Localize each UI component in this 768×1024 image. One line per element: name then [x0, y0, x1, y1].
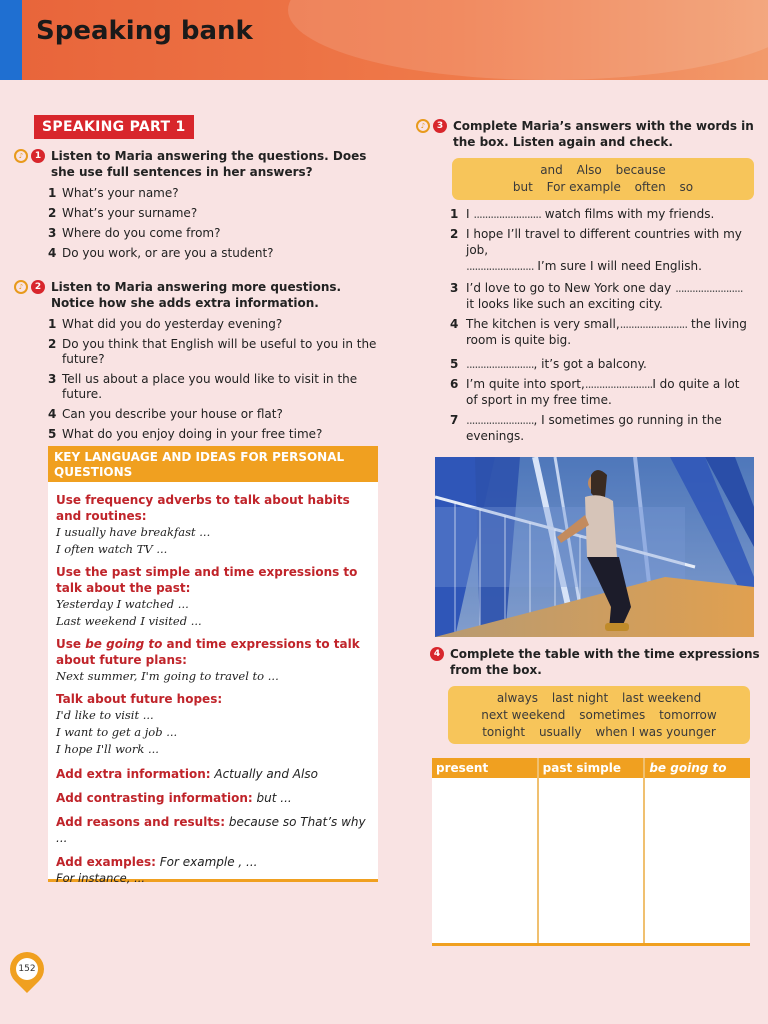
word-box-row: [448, 707, 750, 724]
exercise-instruction: Listen to Maria answering the questions. Does she use full sentences in her answers?: [51, 149, 367, 179]
word-box-word: next weekend: [481, 708, 566, 722]
word-box-word: and: [540, 163, 563, 177]
exercise-instruction: Complete Maria’s answers with the words in the box. Listen again and check.: [453, 119, 754, 149]
table-header: be going to: [645, 758, 750, 778]
list-item: 2 I hope I’ll travel to different countries with my job, ........................ I’m sure I will need English.: [450, 227, 742, 273]
word-box: [448, 686, 750, 744]
answer-blank[interactable]: ........................: [466, 357, 534, 371]
question-list: [48, 317, 384, 442]
list-item: 2 Do you think that English will be useful to you in the future?: [48, 337, 377, 366]
word-box-word: last weekend: [622, 691, 702, 705]
exercise-2: [14, 279, 384, 447]
audio-icon[interactable]: ♪: [416, 119, 430, 133]
list-item: 1 What’s your name?: [48, 186, 179, 200]
photo-runner-stretching: [435, 457, 754, 637]
key-language-example: For instance, ...: [56, 871, 146, 885]
answer-list: [450, 206, 750, 448]
list-item: 4 The kitchen is very small,........................ the living room is quite big.: [450, 317, 747, 347]
word-box-row: [452, 179, 754, 196]
word-box-word: sometimes: [579, 708, 646, 722]
answer-blank[interactable]: ........................: [584, 377, 653, 391]
word-box-row: [452, 162, 754, 179]
list-item: 5 ........................, it’s got a balcony.: [450, 357, 647, 371]
key-language-line: Add extra information: Actually and Also: [56, 767, 318, 781]
key-language-title: Use the past simple and time expressions to talk about the past:: [56, 565, 358, 595]
list-item: 3 Tell us about a place you would like to visit in the future.: [48, 372, 358, 401]
list-item: 4 Can you describe your house or flat?: [48, 407, 283, 421]
answer-blank[interactable]: ........................: [675, 281, 743, 295]
page-number-marker: [3, 945, 51, 993]
word-box-word: so: [679, 180, 694, 194]
list-item: 4 Do you work, or are you a student?: [48, 246, 274, 260]
key-language-title: Talk about future hopes:: [56, 692, 223, 706]
answer-blank[interactable]: ........................: [473, 207, 541, 221]
list-item: 1 What did you do yesterday evening?: [48, 317, 283, 331]
list-item: 7 ........................, I sometimes go running in the evenings.: [450, 413, 722, 443]
audio-icon[interactable]: ♪: [14, 149, 28, 163]
exercise-number-badge: 4: [430, 647, 444, 661]
word-box-row: [448, 690, 750, 707]
list-item: 6 I’m quite into sport,........................I do quite a lot of sport in my free time.: [450, 377, 740, 407]
list-item: 2 What’s your surname?: [48, 206, 198, 220]
word-box-row: [448, 724, 750, 741]
answer-blank[interactable]: ........................: [466, 259, 534, 273]
exercise-number-badge: 3: [433, 119, 447, 133]
key-language-title: Use frequency adverbs to talk about habits and routines:: [56, 493, 350, 523]
time-expressions-table: [432, 758, 750, 946]
question-list: [48, 186, 384, 261]
exercise-1: [14, 148, 384, 266]
table-header: past simple: [539, 758, 644, 778]
banner-curve: [288, 0, 768, 80]
header-banner: [0, 0, 768, 80]
table-column[interactable]: [539, 758, 646, 943]
word-box-word: usually: [538, 725, 582, 739]
answer-blank[interactable]: ........................: [466, 413, 534, 427]
exercise-number-badge: 1: [31, 149, 45, 163]
audio-icon[interactable]: ♪: [14, 280, 28, 294]
banner-blue-stripe: [0, 0, 22, 80]
word-box-word: often: [634, 180, 666, 194]
key-language-example: I'd like to visit ...: [56, 708, 154, 722]
key-language-example: I often watch TV ...: [56, 542, 168, 556]
word-box-word: tonight: [482, 725, 526, 739]
word-box: [452, 158, 754, 200]
key-language-example: Last weekend I visited ...: [56, 614, 202, 628]
word-box-word: because: [615, 163, 666, 177]
list-item: 1 I ........................ watch films with my friends.: [450, 207, 715, 221]
page-number: 152: [16, 958, 38, 980]
word-box-word: last night: [551, 691, 609, 705]
key-language-title: Use be going to and time expressions to talk about future plans:: [56, 637, 360, 667]
word-box-word: Also: [576, 163, 602, 177]
key-language-line: Add contrasting information: but ...: [56, 791, 292, 805]
list-item: 5 What do you enjoy doing in your free time?: [48, 427, 323, 441]
exercise-number-badge: 2: [31, 280, 45, 294]
word-box-word: but: [512, 180, 533, 194]
key-language-example: Yesterday I watched ...: [56, 597, 189, 611]
section-label: SPEAKING PART 1: [34, 115, 194, 139]
key-language-example: I want to get a job ...: [56, 725, 178, 739]
word-box-word: when I was younger: [595, 725, 716, 739]
exercise-4: [430, 646, 760, 678]
list-item: 3 Where do you come from?: [48, 226, 221, 240]
page-title: Speaking bank: [36, 16, 253, 46]
key-language-line: Add reasons and results: because so That’s why ...: [56, 815, 366, 845]
key-language-header: KEY LANGUAGE AND IDEAS FOR PERSONAL QUESTIONS: [48, 446, 378, 482]
key-language-example: I hope I'll work ...: [56, 742, 159, 756]
exercise-3: [416, 118, 756, 150]
word-box-word: For example: [546, 180, 621, 194]
table-column[interactable]: [645, 758, 750, 943]
word-box-word: tomorrow: [659, 708, 717, 722]
key-language-line: Add examples: For example , ...: [56, 855, 258, 869]
key-language-example: Next summer, I'm going to travel to ...: [56, 669, 279, 683]
key-language-example: I usually have breakfast ...: [56, 525, 211, 539]
exercise-instruction: Complete the table with the time expressions from the box.: [450, 647, 760, 677]
answer-blank[interactable]: ........................: [619, 317, 688, 331]
exercise-instruction: Listen to Maria answering more questions. Notice how she adds extra information.: [51, 280, 342, 310]
word-box-word: always: [496, 691, 539, 705]
table-column[interactable]: [432, 758, 539, 943]
list-item: 3 I’d love to go to New York one day ........................ it looks like such an exciting city.: [450, 281, 743, 311]
table-header: present simple: [432, 758, 537, 778]
key-language-box: [48, 446, 378, 885]
